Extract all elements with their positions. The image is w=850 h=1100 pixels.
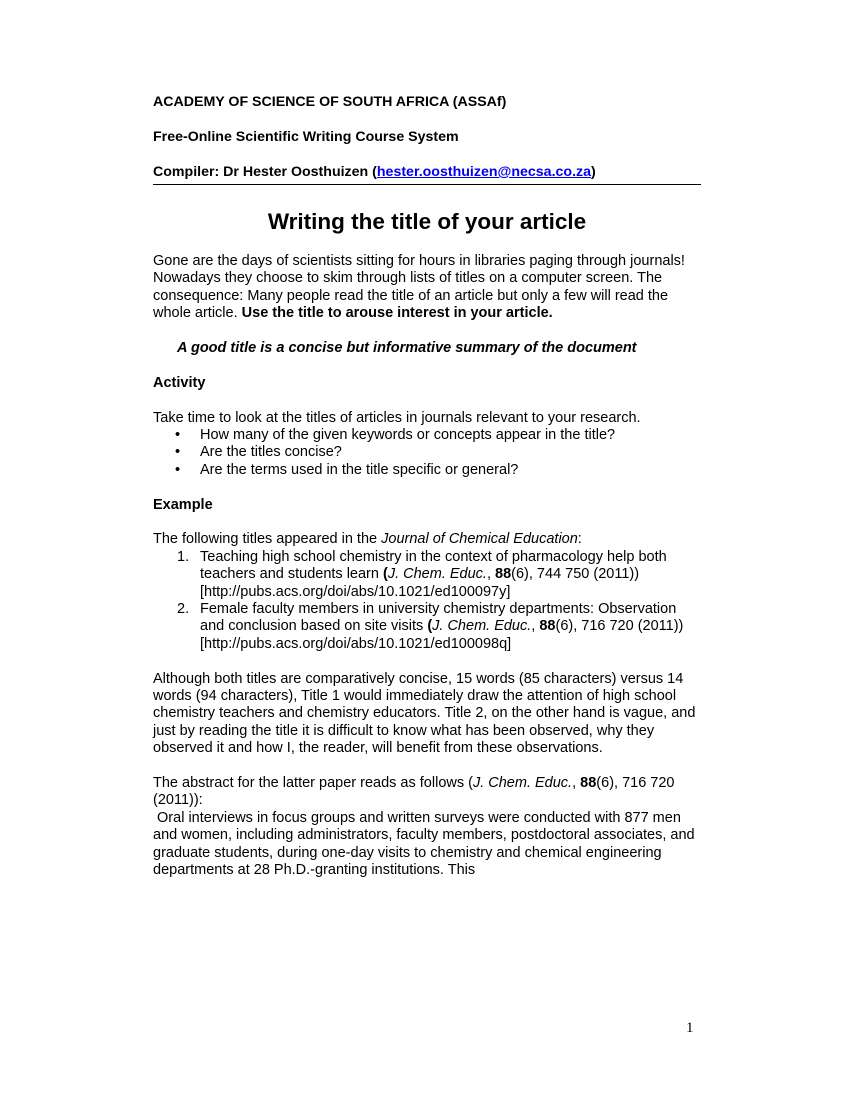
list-item [153, 427, 701, 444]
item-paren: ( [382, 566, 388, 583]
item-number: 2. [177, 601, 190, 618]
activity-heading: Activity [153, 374, 206, 391]
item-text: Teaching high school chemistry in the context of pharmacology help both teachers and students learn [200, 548, 667, 583]
item-volume: 88 [495, 566, 512, 583]
example-title-list [153, 549, 701, 653]
item-url: [http://pubs.acs.org/doi/abs/10.1021/ed100098q] [200, 635, 512, 652]
organization-heading: ACADEMY OF SCIENCE OF SOUTH AFRICA (ASSAf) [153, 94, 507, 110]
list-item [153, 601, 701, 653]
intro-paragraph [153, 253, 701, 323]
comparison-paragraph: Although both titles are comparatively concise, 15 words (85 characters) versus 14 words (94 characters), Title 1 would immediately draw the attention of high school chemistry teachers and chemistry educators. Title 2, on the other hand is vague, and just by reading the title it is difficult to know what has been observed, why they observed it and how I, the reader, will benefit from these observations. [153, 670, 696, 757]
list-item [153, 444, 701, 461]
abstract-journal: J. Chem. Educ. [472, 775, 573, 792]
item-rest: (6), 716 720 (2011)) [555, 618, 684, 635]
document-title: Writing the title of your article [267, 209, 587, 234]
example-lead-prefix: The following titles appeared in the [153, 531, 382, 548]
maxim: A good title is a concise but informative summary of the document [177, 340, 637, 357]
item-rest: (6), 744 750 (2011)) [511, 566, 640, 583]
compiler-suffix: ) [591, 164, 596, 180]
abstract-comma: , [572, 775, 581, 792]
bullet-icon: • [175, 427, 181, 444]
course-heading: Free-Online Scientific Writing Course System [153, 129, 459, 145]
intro-text: Gone are the days of scientists sitting for hours in libraries paging through journals! Nowadays they choose to skim through lists of titles on a computer screen. The consequence: Many people read the title of an article but only a few will read the whole article. [153, 253, 685, 322]
example-lead-suffix: : [577, 531, 582, 548]
item-journal: J. Chem. Educ. [432, 618, 532, 635]
list-item-text: Are the terms used in the title specific or general? [200, 461, 519, 478]
compiler-email-link[interactable]: hester.oosthuizen@necsa.co.za [376, 164, 591, 180]
abstract-body: Oral interviews in focus groups and written surveys were conducted with 877 men and women, including administrators, faculty members, postdoctoral associates, and graduate students, during one-day visits to chemistry and chemical engineering departments at 28 Ph.D.-granting institutions. This [153, 809, 699, 879]
item-paren: ( [427, 618, 433, 635]
abstract-lead-prefix: The abstract for the latter paper reads as follows ( [153, 775, 473, 792]
list-item-text: How many of the given keywords or concepts appear in the title? [200, 427, 616, 444]
item-number: 1. [177, 548, 190, 565]
item-volume: 88 [539, 618, 556, 635]
page-number: 1 [686, 1020, 694, 1036]
item-url: [http://pubs.acs.org/doi/abs/10.1021/ed100097y] [200, 583, 511, 600]
compiler-prefix: Compiler: Dr Hester Oosthuizen ( [153, 164, 377, 180]
abstract-lead [153, 775, 701, 810]
list-item [153, 549, 701, 601]
list-item [153, 462, 701, 479]
compiler-line [153, 164, 701, 181]
bullet-icon: • [175, 444, 181, 461]
item-comma: , [531, 618, 540, 635]
abstract-lead-suffix: (6), 716 720 (2011)): [153, 775, 675, 809]
intro-bold: Use the title to arouse interest in your article. [241, 305, 553, 322]
list-item-text: Are the titles concise? [200, 444, 342, 461]
abstract-volume: 88 [580, 775, 597, 792]
activity-lead: Take time to look at the titles of articles in journals relevant to your research. [153, 409, 641, 426]
header-divider [153, 184, 701, 185]
activity-list [153, 427, 701, 479]
page-content [153, 94, 701, 880]
example-lead [153, 531, 701, 548]
item-text: Female faculty members in university chemistry departments: Observation and conclusion based on site visits [200, 601, 677, 635]
example-heading: Example [153, 496, 213, 513]
example-lead-journal: Journal of Chemical Education [381, 531, 578, 548]
item-journal: J. Chem. Educ. [387, 566, 487, 583]
bullet-icon: • [175, 461, 181, 478]
item-comma: , [486, 566, 496, 583]
